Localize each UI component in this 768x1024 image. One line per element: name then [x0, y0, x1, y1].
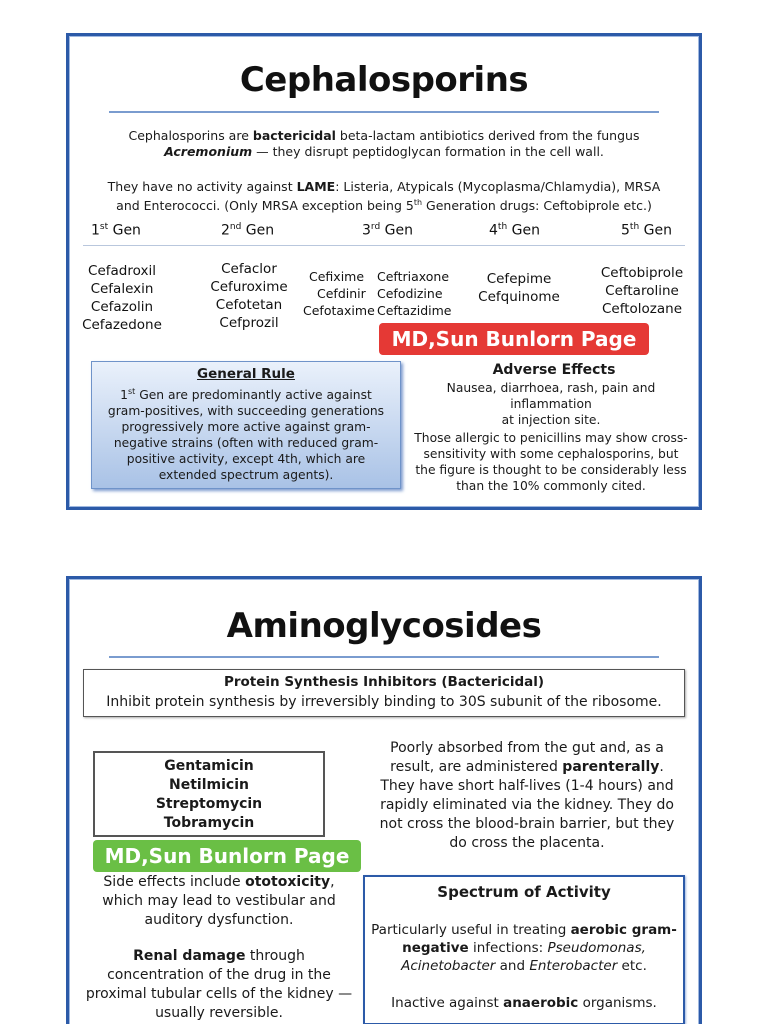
list-item: Ceftaroline: [605, 283, 679, 299]
gen-header-4: 4th Gen: [489, 222, 540, 239]
side-bold: ototoxicity: [245, 874, 331, 890]
gen-header-1: 1st Gen: [91, 222, 141, 239]
list-item: Streptomycin: [155, 796, 263, 812]
cephalosporins-title: Cephalosporins: [239, 60, 529, 100]
gen-divider: [83, 245, 685, 246]
lame-sup: th: [413, 198, 423, 207]
list-item: Cefalexin: [90, 281, 154, 297]
list-item: Cefepime: [486, 271, 552, 287]
list-item: Cefdinir: [317, 286, 366, 301]
side-text-1: Side effects include: [103, 874, 246, 890]
general-rule-heading: General Rule: [197, 366, 295, 382]
intro-bold: bactericidal: [252, 128, 336, 143]
spectrum-heading: Spectrum of Activity: [437, 883, 611, 901]
aminoglycoside-drug-box: [93, 751, 325, 837]
list-item: Cefaclor: [221, 261, 277, 277]
list-item: Cefazolin: [90, 299, 154, 315]
absorb-bold: parenterally: [562, 759, 660, 775]
intro-italic: Acremonium: [164, 144, 253, 159]
adverse-line-2: at injection site.: [501, 413, 601, 427]
list-item: Ceftazidime: [377, 303, 452, 318]
intro-text-3: — they disrupt peptidoglycan formation in the cell wall.: [252, 144, 604, 159]
adverse-allergy-text: Those allergic to penicillins may show cross-sensitivity with some cephalosporins, but the figure is thought to be considerably less than the 10% commonly cited.: [414, 431, 688, 493]
list-item: Tobramycin: [163, 815, 255, 831]
intro-text-2: beta-lactam antibiotics derived from the fungus: [335, 128, 640, 143]
gen1-drug-list: [77, 262, 167, 334]
list-item: Cefquinome: [478, 289, 560, 305]
list-item: Cefazedone: [82, 317, 162, 333]
list-item: Netilmicin: [169, 777, 249, 793]
renal-bold: Renal damage: [133, 948, 246, 964]
gen-header-3: 3rd Gen: [362, 222, 413, 239]
list-item: Ceftriaxone: [377, 269, 450, 284]
list-item: Gentamicin: [164, 758, 254, 774]
cephalosporins-card: [66, 33, 702, 510]
watermark-label: MD,Sun Bunlorn Page: [379, 323, 649, 355]
gen5-drug-list: [587, 264, 697, 318]
lame-bold: LAME: [296, 179, 336, 194]
lame-text-2: : Listeria, Atypicals (Mycoplasma/Chlamydia), MRSA: [335, 179, 661, 194]
lame-text-3: and Enterococci. (Only MRSA exception being 5: [116, 198, 414, 214]
title-divider: [109, 656, 659, 658]
gen4-drug-list: [469, 270, 569, 306]
adverse-effects-heading: Adverse Effects: [492, 362, 616, 378]
renal-text: through concentration of the drug in the proximal tubular cells of the kidney — usually reversible.: [85, 948, 353, 1021]
cephalosporins-intro: [89, 128, 679, 160]
protein-synthesis-box: [83, 669, 685, 717]
aminoglycosides-title: Aminoglycosides: [226, 606, 542, 646]
aminoglycosides-card: [66, 576, 702, 1024]
psi-heading: Protein Synthesis Inhibitors (Bactericidal): [223, 674, 545, 690]
list-item: Cefuroxime: [210, 279, 288, 295]
spectrum-text-2: Inactive against anaerobic organisms.: [391, 995, 657, 1011]
title-divider: [109, 111, 659, 113]
intro-text-1: Cephalosporins are: [128, 128, 253, 143]
list-item: Cefodizine: [377, 286, 443, 301]
adverse-effects-line: [405, 380, 697, 428]
side-effects-paragraph: [83, 873, 355, 930]
watermark-label: MD,Sun Bunlorn Page: [93, 840, 361, 872]
list-item: Cefotetan: [215, 297, 283, 313]
general-rule-box: [91, 361, 401, 489]
renal-damage-paragraph: [83, 947, 355, 1023]
absorb-text-1: Poorly absorbed from the gut and, as a result, are administered: [390, 740, 664, 775]
list-item: Cefadroxil: [88, 263, 156, 279]
lame-paragraph: [89, 179, 679, 214]
absorption-paragraph: [371, 739, 683, 853]
gen2-drug-list: [199, 260, 299, 332]
spectrum-box: [363, 875, 685, 1024]
side-text-2: , which may lead to vestibular and auditory dysfunction.: [102, 874, 336, 928]
adverse-line-1: Nausea, diarrhoea, rash, pain and inflammation: [446, 381, 656, 411]
gen-header-5: 5th Gen: [621, 222, 672, 239]
lame-text-4: Generation drugs: Ceftobiprole etc.): [422, 198, 652, 214]
absorb-text-2: . They have short half-lives (1-4 hours) and rapidly eliminated via the kidney. They do not cross the blood-brain barrier, but they do cross the placenta.: [379, 759, 675, 851]
list-item: Ceftobiprole: [600, 265, 684, 281]
spectrum-text-1: Particularly useful in treating aerobic gram-negative infections: Pseudomonas, Acinetobacter and Enterobacter etc.: [371, 922, 677, 974]
psi-text: Inhibit protein synthesis by irreversibly binding to 30S subunit of the ribosome.: [106, 694, 662, 710]
list-item: Cefixime: [309, 269, 365, 284]
lame-text-1: They have no activity against: [107, 179, 297, 194]
general-rule-text: 1st Gen are predominantly active against gram-positives, with succeeding generations progressively more active against gram-negative strains (often with reduced gram-positive activity, except 4th, which are extended spectrum agents).: [107, 387, 385, 483]
gen-header-2: 2nd Gen: [221, 222, 275, 239]
list-item: Cefprozil: [219, 315, 279, 331]
list-item: Cefotaxime: [303, 303, 375, 318]
list-item: Ceftolozane: [601, 301, 683, 317]
